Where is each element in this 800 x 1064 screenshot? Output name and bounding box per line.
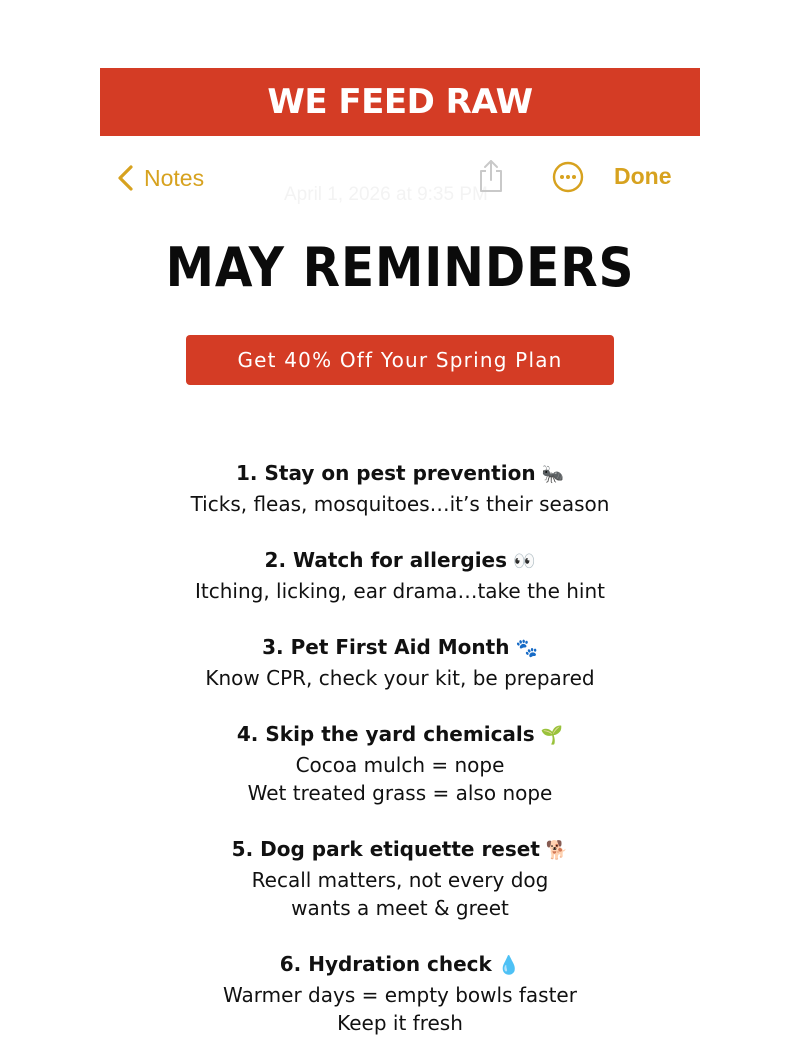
list-item [0, 719, 800, 807]
ant-icon: 🐜 [541, 464, 564, 485]
item-title: 5. Dog park etiquette reset 🐕 [231, 837, 569, 861]
back-label: Notes [144, 164, 205, 191]
chevron-left-icon [114, 162, 138, 194]
notes-navbar [100, 150, 700, 206]
seedling-icon: 🌱 [540, 725, 564, 746]
item-title: 2. Watch for allergies 👀 [264, 548, 536, 572]
back-button[interactable] [114, 162, 204, 194]
item-title: 4. Skip the yard chemicals 🌱 [236, 722, 564, 746]
item-title: 6. Hydration check 💧 [279, 952, 521, 976]
item-description: Recall matters, not every dog [251, 868, 549, 892]
item-description: Wet treated grass = also nope [247, 781, 553, 805]
list-item [0, 834, 800, 922]
item-description: Ticks, fleas, mosquitoes…it’s their season [190, 492, 610, 516]
brand-banner [100, 68, 700, 136]
item-title: 3. Pet First Aid Month 🐾 [262, 635, 538, 659]
note-date: April 1, 2026 at 9:35 PM [284, 184, 488, 205]
brand-title: WE FEED RAW [267, 82, 533, 122]
share-icon[interactable] [476, 158, 506, 194]
dog-icon: 🐕 [545, 840, 569, 861]
spring-plan-cta-button[interactable] [186, 335, 614, 385]
paw-prints-icon: 🐾 [515, 638, 538, 659]
more-circle-icon[interactable] [552, 161, 584, 193]
reminders-list [0, 458, 800, 1064]
item-description: Warmer days = empty bowls faster [223, 983, 577, 1007]
list-item [0, 632, 800, 692]
list-item [0, 458, 800, 518]
item-description: wants a meet & greet [291, 896, 509, 920]
item-description: Keep it fresh [337, 1011, 463, 1035]
item-description: Itching, licking, ear drama…take the hint [195, 579, 605, 603]
cta-label: Get 40% Off Your Spring Plan [237, 348, 563, 372]
list-item [0, 949, 800, 1037]
done-button[interactable]: Done [614, 163, 672, 189]
droplet-icon: 💧 [497, 955, 521, 976]
item-description: Know CPR, check your kit, be prepared [205, 666, 595, 690]
item-description: Cocoa mulch = nope [295, 753, 505, 777]
eyes-icon: 👀 [513, 551, 536, 572]
list-item [0, 545, 800, 605]
item-title: 1. Stay on pest prevention 🐜 [236, 461, 564, 485]
page-title: MAY REMINDERS [165, 236, 635, 299]
